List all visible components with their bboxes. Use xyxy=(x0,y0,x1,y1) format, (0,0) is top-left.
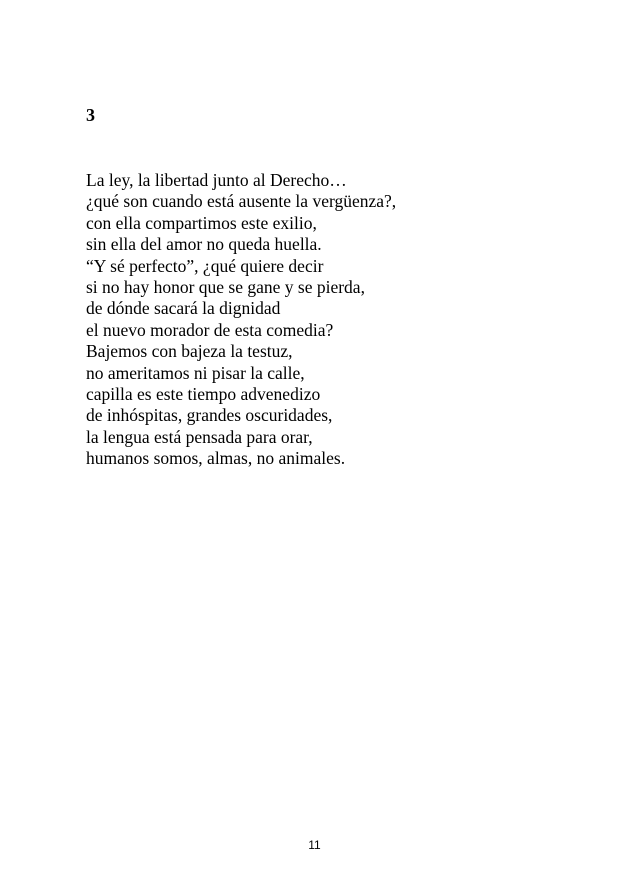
poem-line: La ley, la libertad junto al Derecho… xyxy=(86,170,347,190)
poem-line: capilla es este tiempo advenedizo xyxy=(86,384,321,405)
poem-body xyxy=(86,170,396,470)
poem-line: la lengua está pensada para orar, xyxy=(86,426,313,447)
poem-line: el nuevo morador de esta comedia? xyxy=(86,319,334,340)
poem-line: humanos somos, almas, no animales. xyxy=(86,448,346,469)
poem-line: sin ella del amor no queda huella. xyxy=(86,234,322,255)
page-number: 11 xyxy=(308,838,321,852)
poem-line: de inhóspitas, grandes oscuridades, xyxy=(86,405,333,426)
poem-line: no ameritamos ni pisar la calle, xyxy=(86,362,305,383)
poem-line: ¿qué son cuando está ausente la vergüenza?, xyxy=(86,191,397,212)
poem-line: “Y sé perfecto”, ¿qué quiere decir xyxy=(86,255,324,276)
poem-line: Bajemos con bajeza la testuz, xyxy=(86,341,293,362)
poem-line: de dónde sacará la dignidad xyxy=(86,298,281,319)
poem-number: 3 xyxy=(86,105,95,125)
poem-line: si no hay honor que se gane y se pierda, xyxy=(86,277,365,298)
poem-line: con ella compartimos este exilio, xyxy=(86,212,317,233)
